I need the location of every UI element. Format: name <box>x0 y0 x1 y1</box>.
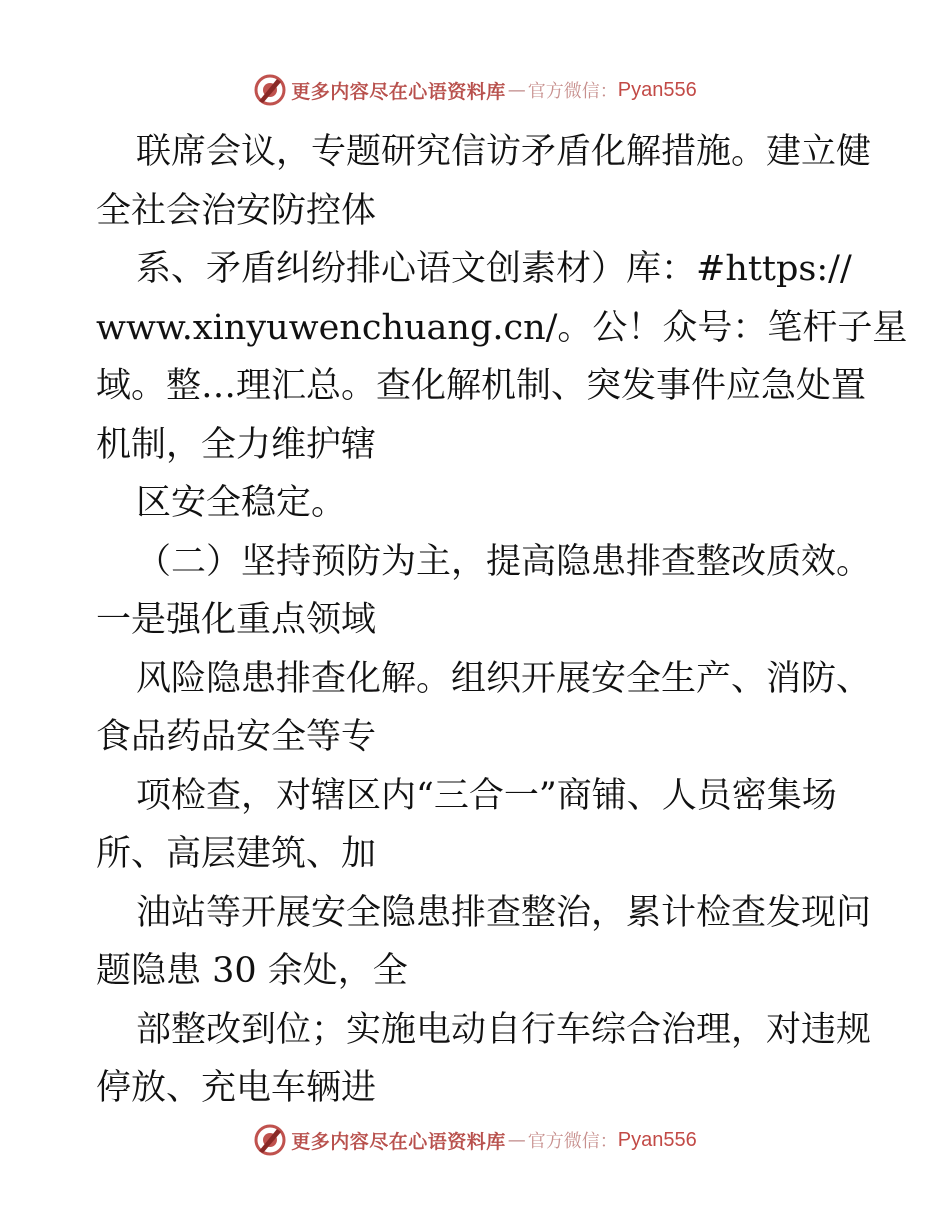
text-line: 风险隐患排查化解。组织开展安全生产、消防、 <box>136 658 872 699</box>
text-line: 一是强化重点领域 <box>96 600 377 640</box>
header-banner-handle: Pyan556 <box>617 78 697 101</box>
text-line: 油站等开展安全隐患排查整治，累计检查发现问 <box>136 892 872 933</box>
header-banner-separator: — <box>507 79 526 101</box>
text-line: 区安全稳定。 <box>136 483 347 523</box>
text-line: 食品药品安全等专 <box>96 717 377 757</box>
text-line: 机制，全力维护辖 <box>96 424 377 465</box>
header-banner-text: 更多内容尽在心语资料库 <box>291 80 506 103</box>
document-body <box>96 123 908 1118</box>
footer-banner-handle: Pyan556 <box>617 1128 697 1151</box>
text-line: 全社会治安防控体 <box>96 190 377 231</box>
text-line: 联席会议，专题研究信访矛盾化解措施。建立健 <box>136 132 872 172</box>
text-line: www.xinyuwenchuang.cn/。公！众号：笔杆子星 <box>96 307 908 348</box>
header-banner-wechat-label: 官方微信： <box>527 81 618 102</box>
text-line: 项检查，对辖区内“三合一”商铺、人员密集场 <box>136 775 837 816</box>
text-line: 部整改到位；实施电动自行车综合治理，对违规 <box>136 1009 872 1050</box>
text-line: 域。整…理汇总。查化解机制、突发事件应急处置 <box>96 366 867 406</box>
text-line: 题隐患 30 余处，全 <box>96 951 408 991</box>
text-line: 系、矛盾纠纷排心语文创素材）库：#https:// <box>136 249 852 289</box>
text-line: （二）坚持预防为主，提高隐患排查整改质效。 <box>136 541 872 582</box>
brush-seal-logo-icon <box>253 73 287 107</box>
footer-banner-text: 更多内容尽在心语资料库 <box>291 1130 506 1153</box>
footer-banner <box>0 1120 950 1160</box>
text-line: 所、高层建筑、加 <box>96 834 377 874</box>
text-line: 停放、充电车辆进 <box>96 1068 377 1108</box>
brush-seal-logo-icon <box>253 1123 287 1157</box>
header-banner <box>0 70 950 110</box>
footer-banner-separator: — <box>507 1129 526 1151</box>
footer-banner-wechat-label: 官方微信： <box>527 1131 618 1152</box>
